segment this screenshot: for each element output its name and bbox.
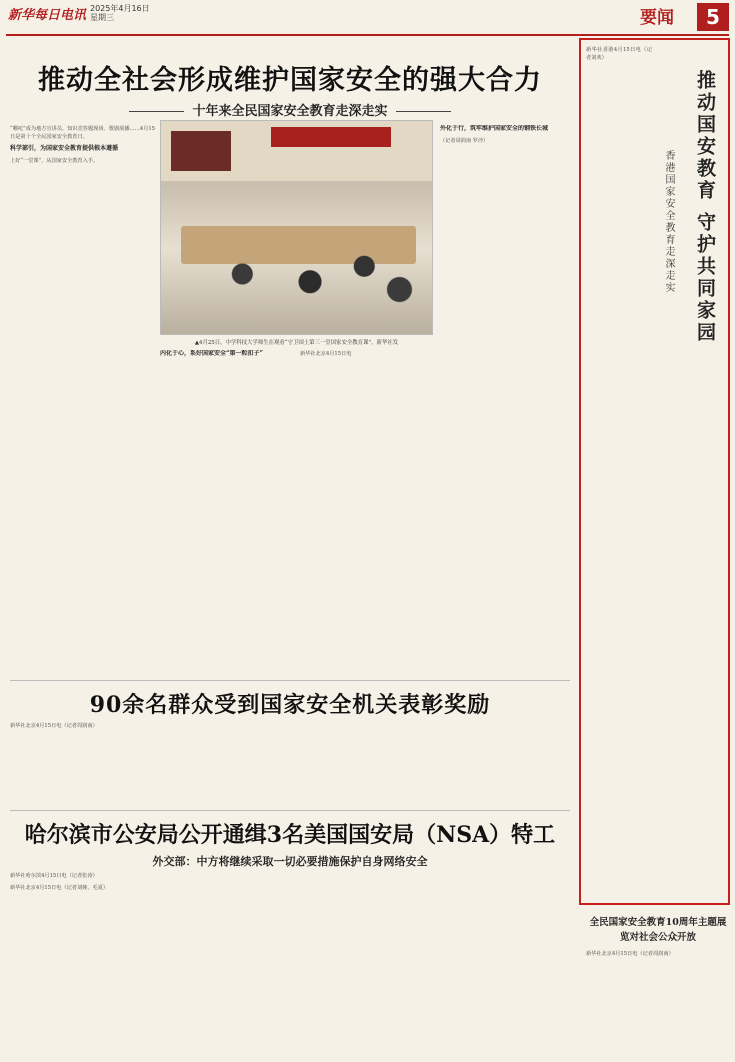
story2-dateline: 新华社北京4月15日电（记者周润南） (10, 723, 98, 729)
photo-screen (171, 131, 231, 171)
section-divider-2 (10, 810, 570, 811)
sidebar-body (586, 46, 652, 898)
page-number-badge: 5 (697, 3, 729, 31)
newspaper-brand: 新华每日电讯 (8, 8, 87, 23)
story3-body (10, 872, 570, 1057)
bottom-right-dateline: 新华社北京4月15日电（记者周润南） (586, 951, 674, 957)
bottom-right-headline: 全民国家安全教育10周年主题展览对社会公众开放 (589, 917, 727, 943)
subheadline-rule-right (396, 111, 451, 112)
lead-photo (160, 120, 433, 335)
story2-headline: 90余名群众受到国家安全机关表彰奖励 (89, 692, 491, 718)
lead-section-heading-2: 内化于心，系好国家安全“第一粒扣子” (160, 350, 263, 357)
lead-column-4 (440, 125, 570, 675)
lead-headline: 推动全社会形成维护国家安全的强大合力 (38, 65, 542, 96)
story2-body (10, 722, 570, 804)
lead-section-heading-3: 外化于行，筑牢维护国家安全的钢铁长城 (440, 125, 549, 132)
story3-subheadline: 外交部：中方将继续采取一切必要措施保护自身网络安全 (152, 855, 428, 868)
subheadline-rule-left (129, 111, 184, 112)
lead-column-1 (10, 125, 155, 675)
photo-people (161, 181, 432, 335)
issue-date (90, 5, 150, 23)
story3-headline: 哈尔滨市公安局公开通缉3名美国国安局（NSA）特工 (24, 822, 556, 848)
issue-date-text: 2025年4月16日 (90, 4, 150, 13)
lead-subheadline-text: 十年来全民国家安全教育走深走实 (192, 104, 388, 119)
lead-col1-end: 上好“一堂课”，从国家安全教育入手。 (10, 158, 99, 165)
lead-credit: 新华社北京4月15日电 (300, 351, 352, 357)
lead-column-3 (300, 350, 435, 675)
section-divider-1 (10, 680, 570, 681)
story3-dateline: 新华社哈尔滨4月15日电（记者张涛） (10, 873, 98, 879)
photo-banner (271, 127, 391, 147)
lead-intro-text: “哪吒”成为地方宣讲员、知识竞答题现场、歌剧展播……4月15日是第十个全民国家安全教育日。 (10, 126, 155, 141)
lead-subheadline (10, 100, 570, 119)
lead-section-heading-1: 科学部引，为国家安全教育提供根本遵循 (10, 145, 119, 153)
bottom-right-body (586, 950, 728, 1055)
sidebar-subtitle: 香港国家安全教育走深走实 (663, 150, 674, 294)
section-name: 要闻 (640, 8, 674, 28)
sidebar-dateline: 新华社香港4月15日电（记者刘欢） (586, 47, 652, 62)
lead-byline: （记者周润南 罗沙） (440, 138, 489, 145)
lead-column-2 (160, 350, 295, 675)
sidebar-title: 推动国安教育 守护共同家园 (694, 70, 716, 344)
issue-weekday: 星期三 (90, 12, 114, 22)
story3-dateline-2: 新华社北京4月15日电（记者刘娅、毛夏） (10, 885, 109, 892)
photo-caption: ▲4月25日，中学科技大学师生在观看“守卫国土第三一堂国家安全教育课”。新华社发 (194, 340, 399, 346)
header-divider (6, 34, 729, 36)
